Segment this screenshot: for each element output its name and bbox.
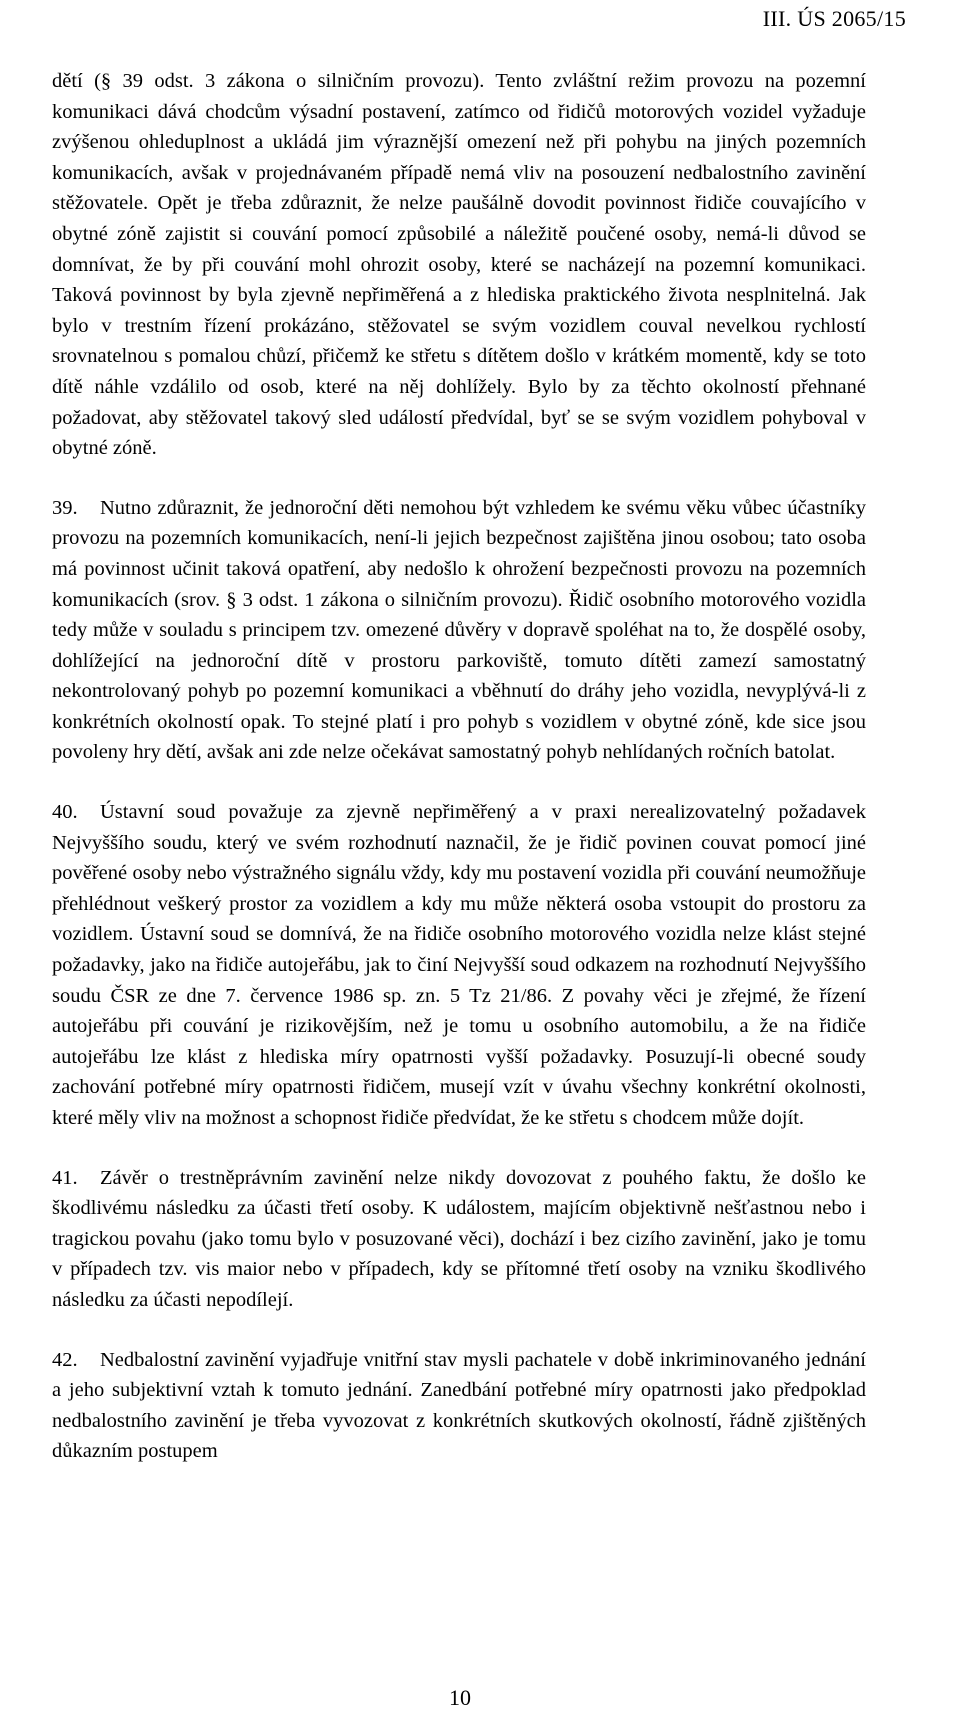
paragraph-continuation: [52, 66, 866, 464]
page-number: 10: [449, 1685, 471, 1710]
paragraph-text: Nutno zdůraznit, že jednoroční děti nemohou být vzhledem ke svému věku vůbec účastníky provozu na pozemních komunikacích, není-li jejich bezpečnost zajištěna jinou osobou; tato osoba má povinnost učinit taková opatření, aby nedošlo k ohrožení bezpečnosti provozu na pozemních komunikacích (srov. § 3 odst. 1 zákona o silničním provozu). Řidič osobního motorového vozidla tedy může v souladu s principem tzv. omezené důvěry v dopravě spoléhat na to, že dospělé osoby, dohlížející na jednoroční dítě v prostoru parkoviště, tomuto dítěti zamezí samostatný nekontrolovaný pohyb po pozemní komunikaci a vběhnutí do dráhy jeho vozidla, nevyplývá-li z konkrétních okolností opak. To stejné platí i pro pohyb s vozidlem v obytné zóně, kde sice jsou povoleny hry dětí, avšak ani zde nelze očekávat samostatný pohyb nehlídaných ročních batolat.: [52, 496, 866, 764]
paragraph-40: [52, 797, 866, 1134]
paragraph-text: Závěr o trestněprávním zavinění nelze nikdy dovozovat z pouhého faktu, že došlo ke škodlivému následku za účasti třetí osoby. K událostem, majícím objektivně nešťastnou nebo i tragickou povahu (jako tomu bylo v posuzované věci), dochází i bez cizího zavinění, jako je tomu v případech tzv. vis maior nebo v případech, kdy se přítomné třetí osoby na vzniku škodlivého následku za účasti nepodílejí.: [52, 1166, 866, 1311]
case-number-header: III. ÚS 2065/15: [762, 6, 906, 31]
paragraph-text: Ústavní soud považuje za zjevně nepřiměřený a v praxi nerealizovatelný požadavek Nejvyššího soudu, který ve svém rozhodnutí naznačil, že je řidič povinen couvat pomocí jiné pověřené osoby nebo výstražného signálu vždy, kdy mu postavení vozidla při couvání neumožňuje přehlédnout veškerý prostor za vozidlem a kdy mu může některá osoba vstoupit do prostoru za vozidlem. Ústavní soud se domnívá, že na řidiče osobního motorového vozidla nelze klást stejné požadavky, jako na řidiče autojeřábu, jak to činí Nejvyšší soud odkazem na rozhodnutí Nejvyššího soudu ČSR ze dne 7. července 1986 sp. zn. 5 Tz 21/86. Z povahy věci je zřejmé, že řízení autojeřábu při couvání je rizikovějším, než je tomu u osobního automobilu, a že na řidiče autojeřábu lze klást z hlediska míry opatrnosti vyšší požadavky. Posuzují-li obecné soudy zachování potřebné míry opatrnosti řidičem, musejí vzít v úvahu všechny konkrétní okolnosti, které měly vliv na možnost a schopnost řidiče předvídat, že ke střetu s chodcem může dojít.: [52, 801, 866, 1129]
paragraph-42: [52, 1345, 866, 1467]
paragraph-39: [52, 493, 866, 768]
paragraph-number: 39.: [52, 496, 78, 519]
paragraph-text: dětí (§ 39 odst. 3 zákona o silničním provozu). Tento zvláštní režim provozu na pozemní komunikaci dává chodcům výsadní postavení, zatímco od řidičů motorových vozidel vyžaduje zvýšenou ohleduplnost a ukládá jim výraznější omezení než při pohybu na jiných pozemních komunikacích, avšak v projednávaném případě nemá vliv na posouzení nedbalostního zavinění stěžovatele. Opět je třeba zdůraznit, že nelze paušálně dovodit povinnost řidiče couvajícího v obytné zóně zajistit si couvání pomocí způsobilé a náležitě poučené osoby, nemá-li důvod se domnívat, že by při couvání mohl ohrozit osoby, které se nacházejí na pozemní komunikaci. Taková povinnost by byla zjevně nepřiměřená a z hlediska praktického života nesplnitelná. Jak bylo v trestním řízení prokázáno, stěžovatel se svým vozidlem couval nevelkou rychlostí srovnatelnou s pomalou chůzí, přičemž ke střetu s dítětem došlo v krátkém momentě, kdy se toto dítě náhle vzdálilo od osob, které na něj dohlížely. Bylo by za těchto okolností přehnané požadovat, aby stěžovatel takový sled událostí předvídal, byť se se svým vozidlem pohyboval v obytné zóně.: [52, 70, 866, 460]
document-body: [52, 66, 866, 1496]
paragraph-number: 40.: [52, 801, 78, 824]
paragraph-41: [52, 1163, 866, 1316]
paragraph-number: 42.: [52, 1348, 78, 1371]
paragraph-number: 41.: [52, 1166, 78, 1189]
paragraph-text: Nedbalostní zavinění vyjadřuje vnitřní stav mysli pachatele v době inkriminovaného jednání a jeho subjektivní vztah k tomuto jednání. Zanedbání potřebné míry opatrnosti jako předpoklad nedbalostního zavinění je třeba vyvozovat z konkrétních skutkových okolností, řádně zjištěných důkazním postupem: [52, 1348, 866, 1463]
